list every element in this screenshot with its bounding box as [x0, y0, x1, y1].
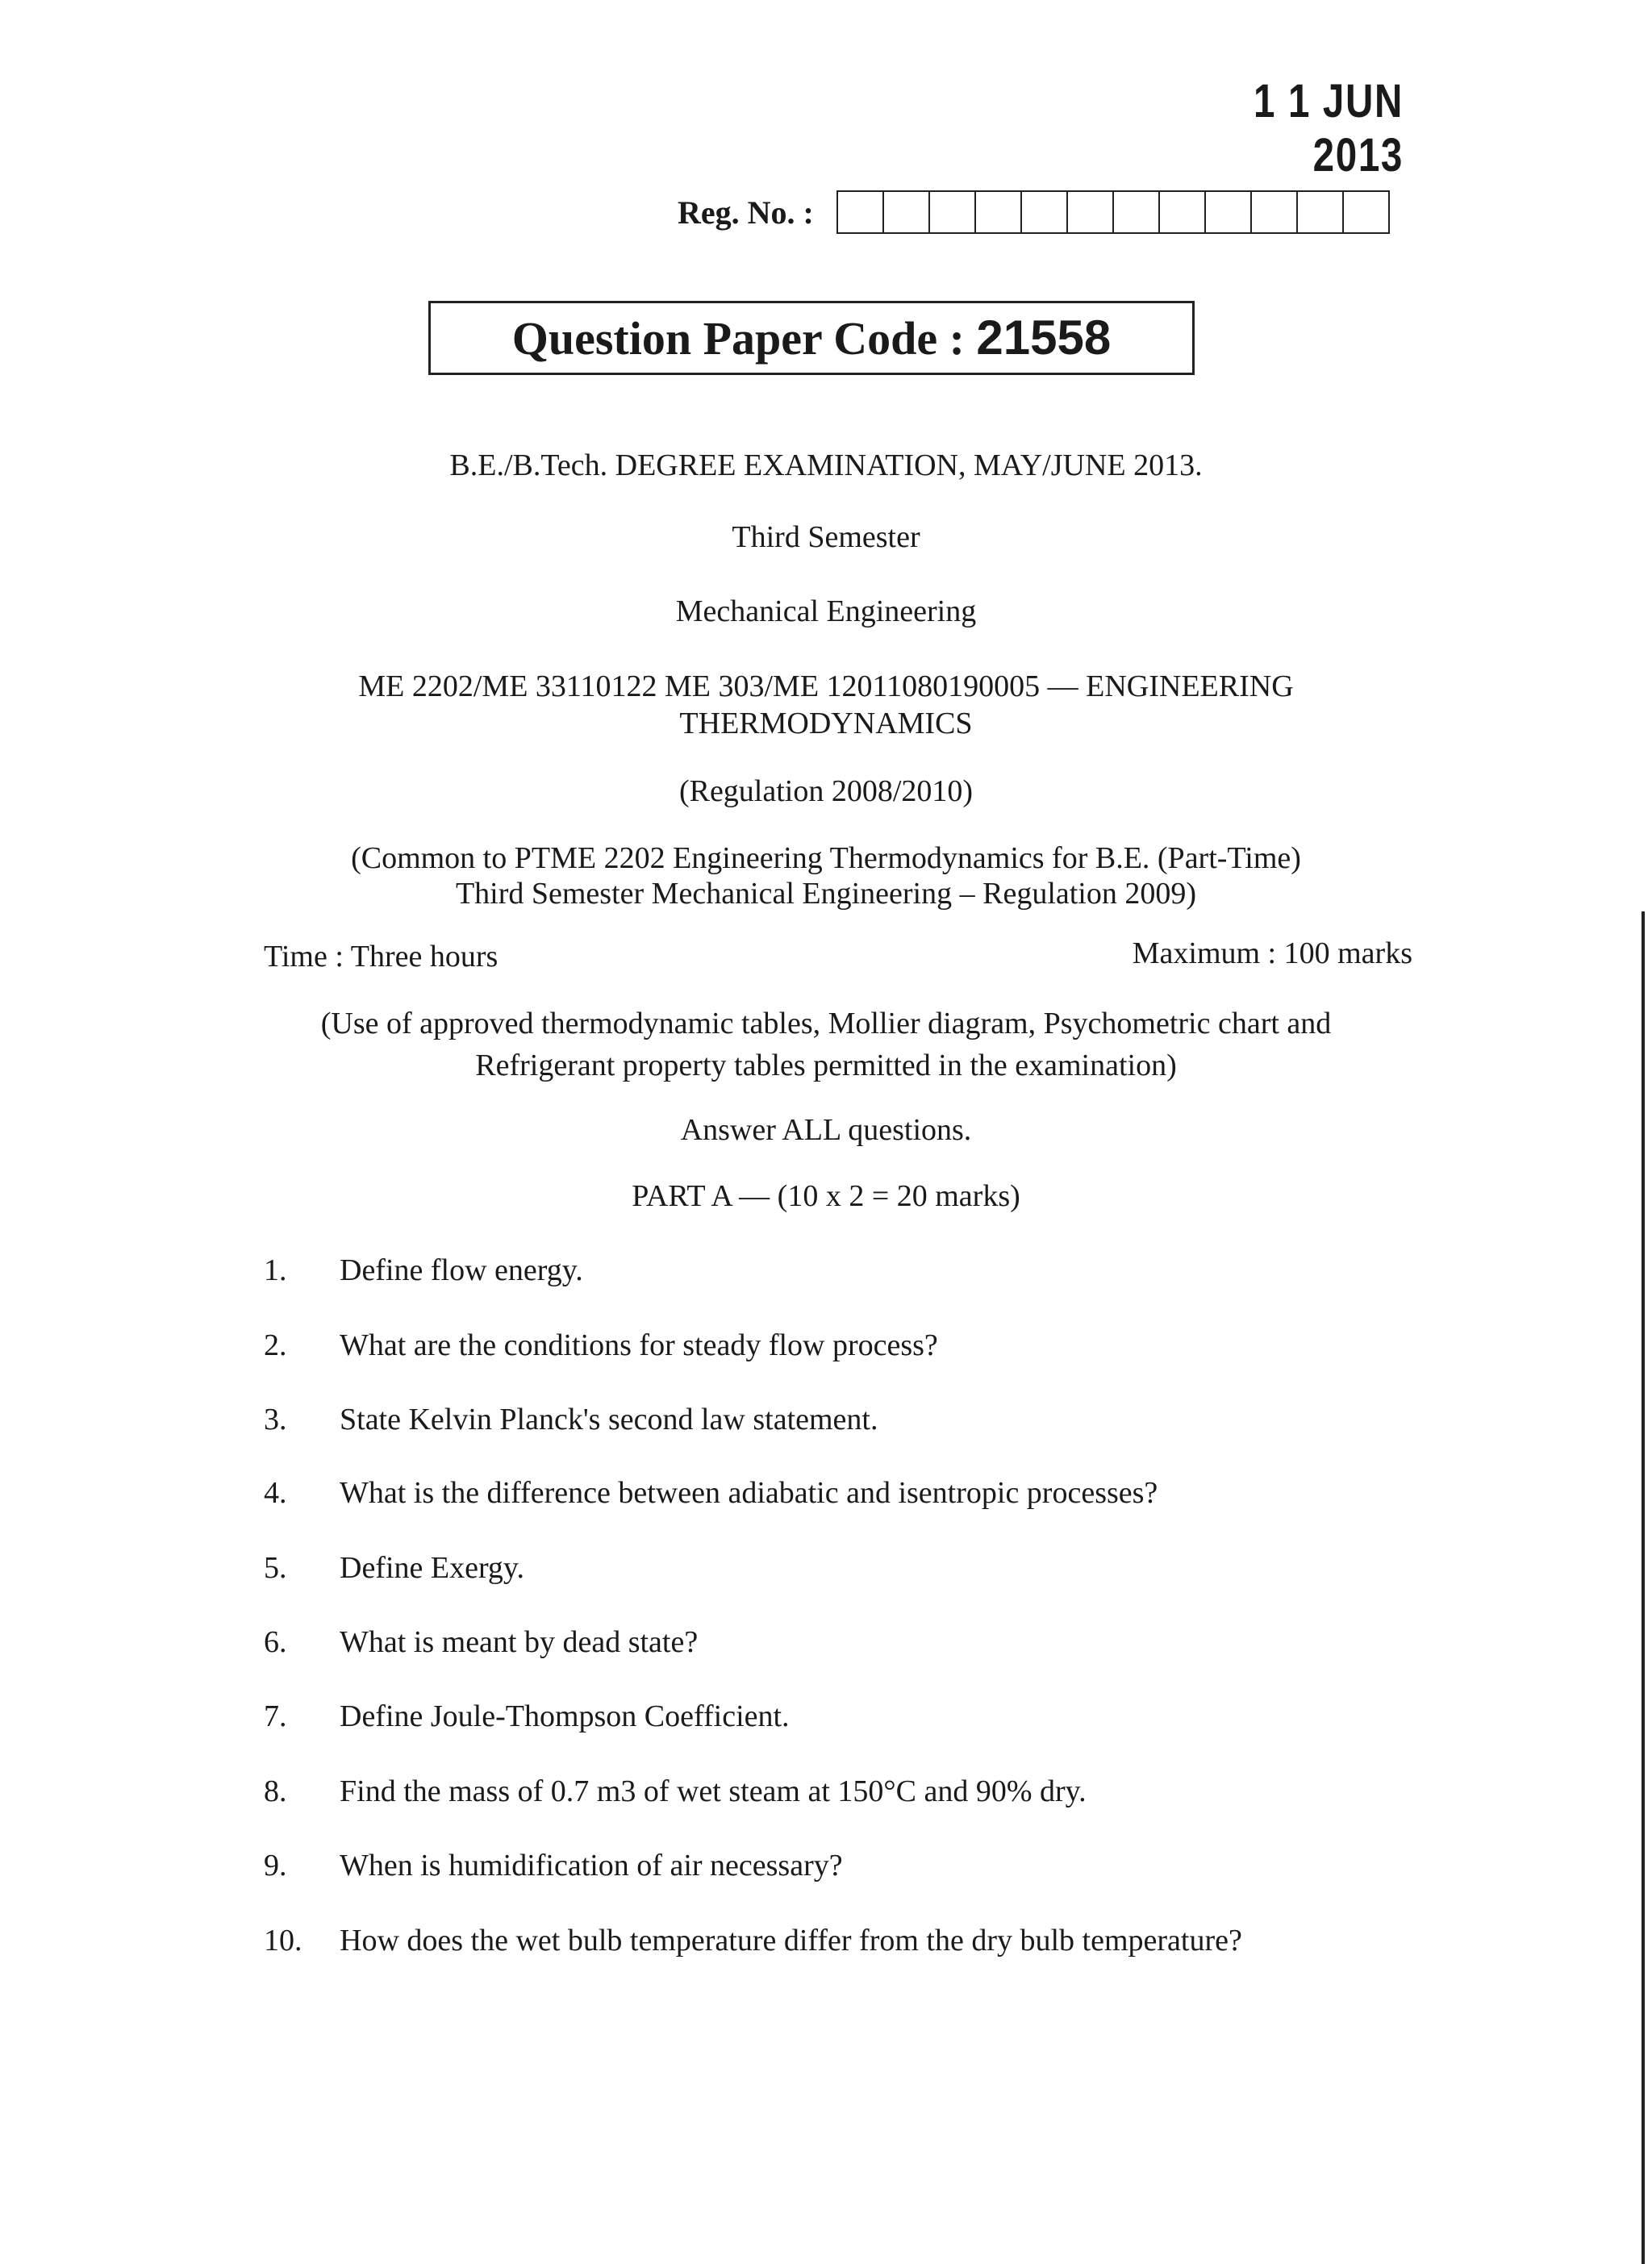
question-number: 10.: [264, 1924, 302, 1958]
question-paper-code-label: Question Paper Code :: [511, 312, 977, 365]
question-text: Find the mass of 0.7 m3 of wet steam at 150°C and 90% dry.: [340, 1774, 1087, 1808]
common-line-1: (Common to PTME 2202 Engineering Thermodynamics for B.E. (Part-Time): [351, 841, 1301, 875]
question-paper-code-box: [428, 301, 1195, 375]
maximum-marks: Maximum : 100 marks: [1132, 936, 1412, 970]
question-number: 4.: [264, 1476, 287, 1510]
question-text: Define Joule-Thompson Coefficient.: [340, 1699, 790, 1733]
question-text: Define flow energy.: [340, 1253, 583, 1287]
reg-no-box: [1160, 190, 1206, 234]
question-number: 2.: [264, 1328, 287, 1362]
question-number: 8.: [264, 1774, 287, 1808]
question-text: Define Exergy.: [340, 1551, 524, 1585]
reg-no-box: [1344, 190, 1390, 234]
instructions-line-2: Refrigerant property tables permitted in the examination): [475, 1049, 1177, 1082]
question-text: What is the difference between adiabatic and isentropic processes?: [340, 1476, 1158, 1510]
exam-title: B.E./B.Tech. DEGREE EXAMINATION, MAY/JUNE 2013.: [449, 448, 1203, 482]
reg-no-box: [1206, 190, 1252, 234]
question-number: 7.: [264, 1699, 287, 1733]
time-allowed: Time : Three hours: [264, 940, 499, 974]
common-line-2: Third Semester Mechanical Engineering – Regulation 2009): [455, 877, 1197, 911]
question-number: 9.: [264, 1849, 287, 1882]
reg-no-box: [1022, 190, 1068, 234]
margin-line: [1642, 911, 1645, 2264]
question-text: When is humidification of air necessary?: [340, 1849, 843, 1882]
reg-no-box: [1068, 190, 1114, 234]
regulation: (Regulation 2008/2010): [678, 774, 974, 808]
question-number: 1.: [264, 1253, 287, 1287]
reg-no-box: [930, 190, 976, 234]
question-number: 6.: [264, 1625, 287, 1659]
question-number: 3.: [264, 1403, 287, 1436]
subject-line-1: ME 2202/ME 33110122 ME 303/ME 12011080190005 — ENGINEERING: [358, 669, 1294, 703]
question-text: How does the wet bulb temperature differ from the dry bulb temperature?: [340, 1924, 1242, 1958]
instructions-line-1: (Use of approved thermodynamic tables, Mollier diagram, Psychometric chart and: [320, 1007, 1332, 1040]
date-stamp: 1 1 JUN 2013: [1254, 75, 1404, 181]
reg-no-box: [1252, 190, 1298, 234]
reg-no-label: Reg. No. :: [678, 194, 814, 231]
subject-line-2: THERMODYNAMICS: [679, 707, 973, 740]
question-text: What are the conditions for steady flow process?: [340, 1328, 938, 1362]
question-number: 5.: [264, 1551, 287, 1585]
reg-no-box: [1114, 190, 1160, 234]
answer-all-instruction: Answer ALL questions.: [680, 1113, 972, 1147]
reg-no-box: [976, 190, 1022, 234]
semester: Third Semester: [732, 520, 920, 554]
branch: Mechanical Engineering: [675, 594, 977, 628]
question-text: State Kelvin Planck's second law statement.: [340, 1403, 878, 1436]
reg-no-box: [838, 190, 884, 234]
reg-no-boxes: [836, 190, 1390, 234]
question-paper-code-value: 21558: [976, 311, 1112, 365]
question-text: What is meant by dead state?: [340, 1625, 699, 1659]
reg-no-box: [1298, 190, 1344, 234]
part-a-heading: PART A — (10 x 2 = 20 marks): [632, 1179, 1020, 1213]
reg-no-box: [884, 190, 930, 234]
